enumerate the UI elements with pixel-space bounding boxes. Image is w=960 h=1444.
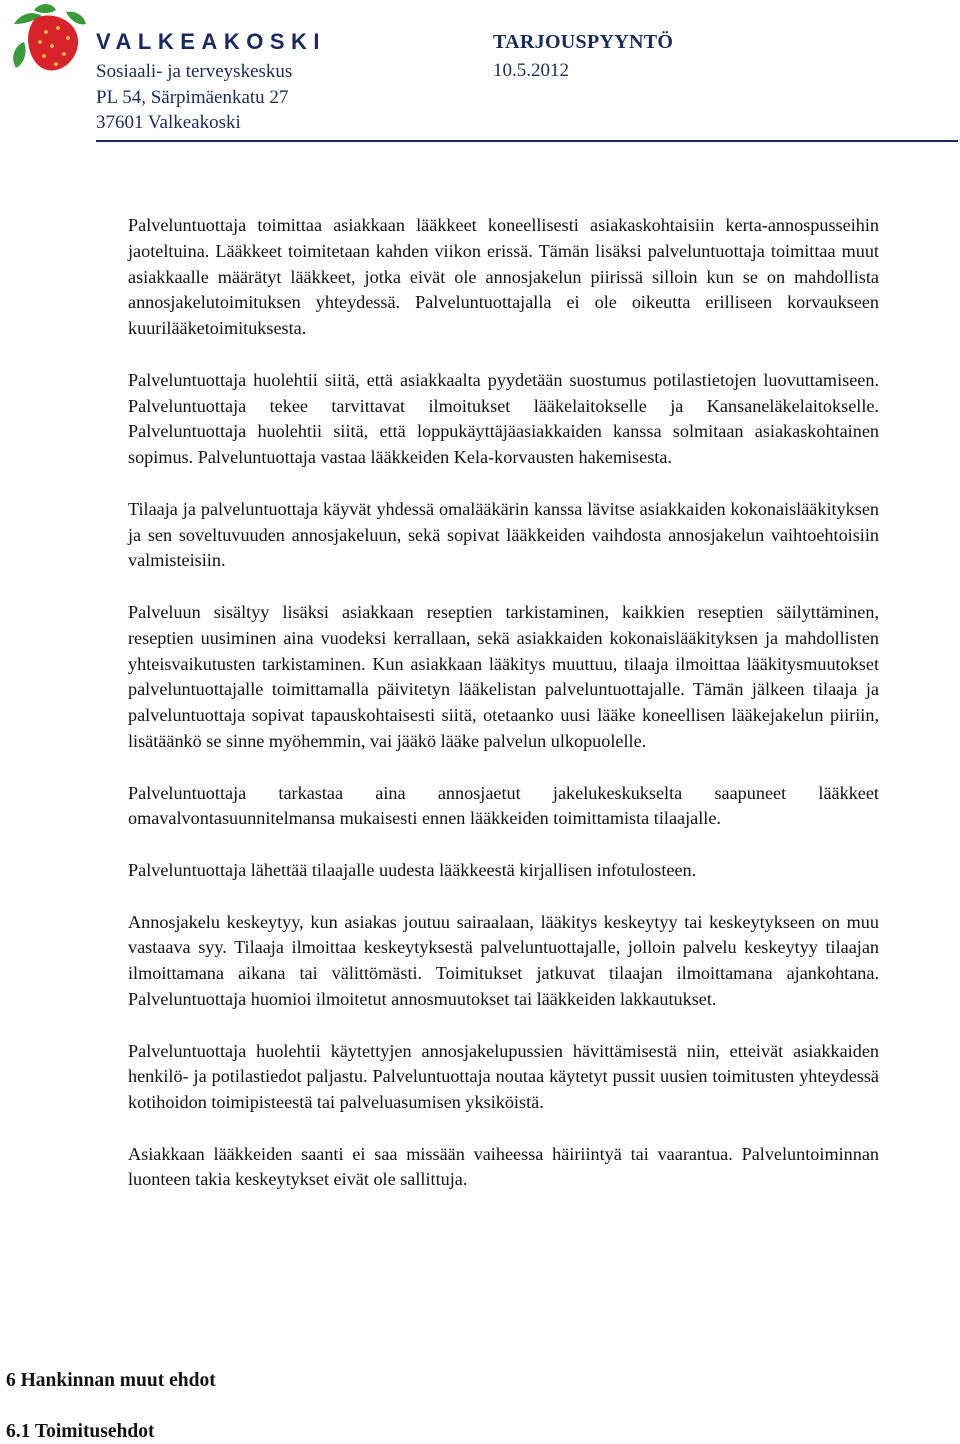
strawberry-logo-icon (6, 2, 88, 78)
document-type: TARJOUSPYYNTÖ (493, 31, 674, 53)
paragraph: Tilaaja ja palveluntuottaja käyvät yhdessä omalääkärin kanssa lävitse asiakkaiden kokonaislääkityksen ja sen soveltuvuuden annosjakeluun, sekä sopivat lääkkeiden vaihdosta annosjakelun vaihtoehtoisiin valmisteisiin. (128, 498, 879, 571)
paragraph: Palveluntuottaja huolehtii käytettyjen annosjakelupussien hävittämisestä niin, etteivät asiakkaiden henkilö- ja potilastiedot paljastu. Palveluntuottaja noutaa käytetyt pussit uusien toimitusten yhteydessä kotihoidon toimipisteestä tai palveluasumisen yksiköistä. (128, 1040, 879, 1113)
subsection-heading: 6.1 Toimitusehdot (6, 1421, 155, 1442)
department-name: Sosiaali- ja terveyskeskus (96, 61, 293, 82)
paragraph: Palveluun sisältyy lisäksi asiakkaan reseptien tarkistaminen, kaikkien reseptien säilyttäminen, reseptien uusiminen aina vuodeksi kerrallaan, sekä asiakkaiden kokonaislääkityksen ja mahdollisten yhteisvaikutusten tarkistaminen. Kun asiakkaan lääkitys muuttuu, tilaaja ilmoittaa lääkitysmuutokset palveluntuottajalle toimittamalla päivitetyn lääkelistan palveluntuottajalle. Tämän jälkeen tilaaja ja palveluntuottaja sopivat tapauskohtaisesti siitä, otetaanko uusi lääke koneellisen lääkejakelun piiriin, lisätäänkö se sinne myöhemmin, vai jääkö lääke palvelun ulkopuolelle. (128, 601, 879, 751)
org-name: VALKEAKOSKI (96, 29, 326, 54)
header-divider (96, 140, 958, 142)
document-date: 10.5.2012 (493, 60, 569, 81)
paragraph: Annosjakelu keskeytyy, kun asiakas joutuu sairaalaan, lääkitys keskeytyy tai keskeytykseen on muu vastaava syy. Tilaaja ilmoittaa keskeytyksestä palveluntuottajalle, jolloin palvelu keskeytyy tilaajan ilmoittamana aikana tai välittömästi. Toimitukset jatkuvat tilaajan ilmoittamana ajankohtana. Palveluntuottaja huomioi ilmoitetut annosmuutokset tai lääkkeiden lakkautukset. (128, 911, 879, 1009)
paragraph: Palveluntuottaja tarkastaa aina annosjaetut jakelukeskukselta saapuneet lääkkeet omavalvontasuunnitelmansa mukaisesti ennen lääkkeiden toimittamista tilaajalle. (128, 782, 879, 829)
paragraph: Palveluntuottaja toimittaa asiakkaan lääkkeet koneellisesti asiakaskohtaisiin kerta-annospusseihin jaoteltuina. Lääkkeet toimitetaan kahden viikon erissä. Tämän lisäksi palveluntuottaja toimittaa muut asiakkaalle määrätyt lääkkeet, jotka eivät ole annosjakelun piirissä silloin kun se on mahdollista annosjakelutoimituksen yhteydessä. Palveluntuottajalla ei ole oikeutta erilliseen korvaukseen kuurilääketoimituksesta. (128, 215, 879, 339)
paragraph: Palveluntuottaja lähettää tilaajalle uudesta lääkkeestä kirjallisen infotulosteen. (128, 859, 697, 880)
paragraph: Palveluntuottaja huolehtii siitä, että asiakkaalta pyydetään suostumus potilastietojen luovuttamiseen. Palveluntuottaja tekee tarvittavat ilmoitukset lääkelaitokselle ja Kansaneläkelaitokselle. Palveluntuottaja huolehtii siitä, että loppukäyttäjäasiakkaiden kanssa solmitaan asiakaskohtainen sopimus. Palveluntuottaja vastaa lääkkeiden Kela-korvausten hakemisesta. (128, 369, 879, 468)
section-heading: 6 Hankinnan muut ehdot (6, 1370, 216, 1391)
paragraph: Asiakkaan lääkkeiden saanti ei saa missään vaiheessa häiriintyä tai vaarantua. Palveluntoiminnan luonteen takia keskeytykset eivät ole sallittuja. (128, 1143, 879, 1190)
address-line-1: PL 54, Särpimäenkatu 27 (96, 87, 289, 108)
document-body (128, 213, 879, 1219)
address-line-2: 37601 Valkeakoski (96, 112, 241, 133)
